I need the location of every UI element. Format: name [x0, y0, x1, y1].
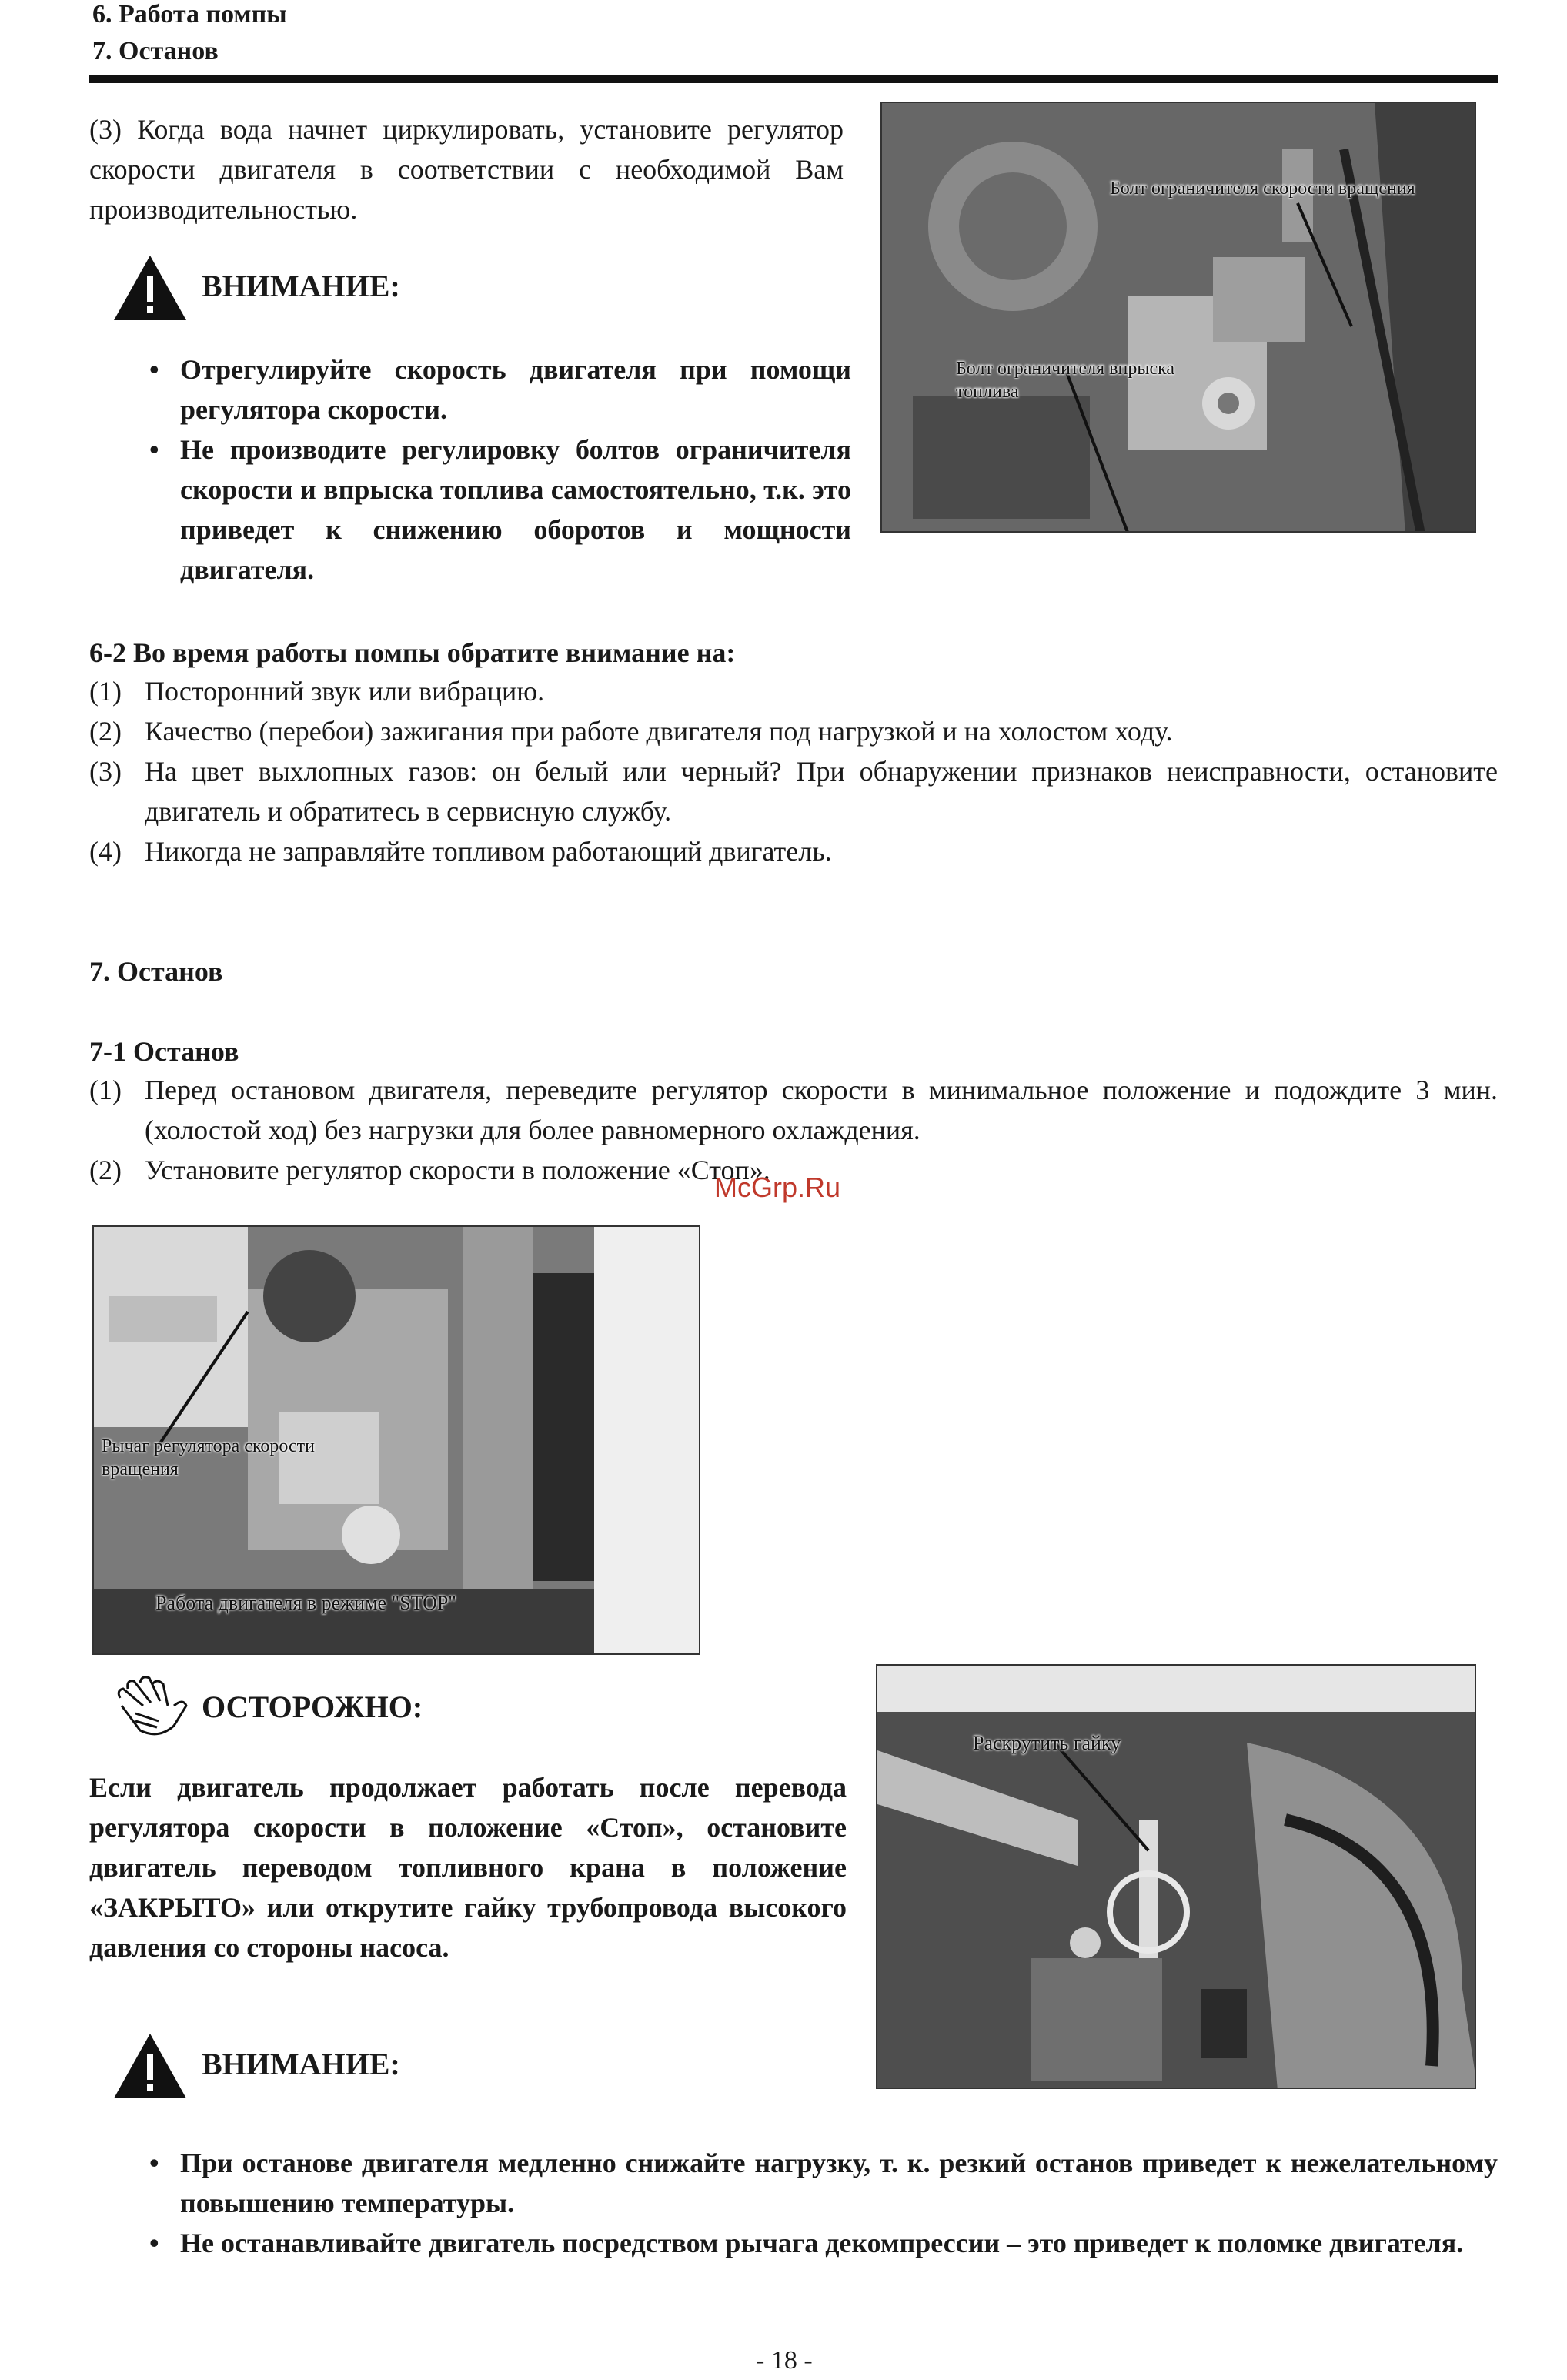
- warning-bullets-bottom: [142, 2143, 1498, 2263]
- warning-title-top: ВНИМАНИЕ:: [202, 269, 400, 303]
- caution-title: ОСТОРОЖНО:: [202, 1690, 423, 1724]
- item-text: Никогда не заправляйте топливом работающий двигатель.: [145, 836, 832, 867]
- caption-speed-bolt: Болт ограничителя скорости вращения: [1110, 179, 1415, 199]
- warning-triangle-icon: [112, 254, 188, 322]
- item-text: На цвет выхлопных газов: он белый или черный? При обнаружении признаков неисправности, остановите двигатель и обратитесь в сервисную службу.: [145, 756, 1498, 827]
- item-number: (1): [89, 676, 122, 707]
- header-line-2: 7. Останов: [92, 37, 219, 65]
- caption-unscrew-nut: Раскрутить гайку: [973, 1732, 1121, 1754]
- list-item: • Не производите регулировку болтов ограничителя скорости и впрыска топлива самостоятельно, т.к. это приведет к снижению оборотов и мощности двигателя.: [142, 430, 851, 590]
- watermark: McGrp.Ru: [714, 1172, 841, 1203]
- list-item: [89, 711, 1498, 751]
- list-item: • При останове двигателя медленно снижайте нагрузку, т. к. резкий останов приведет к нежелательному повышению температуры.: [142, 2143, 1498, 2223]
- item-text: Установите регулятор скорости в положение «Стоп».: [145, 1155, 770, 1185]
- engine-photo-bolts: [880, 102, 1476, 533]
- item-number: (4): [89, 836, 122, 867]
- list-item: [89, 1070, 1498, 1150]
- item-number: (3): [89, 756, 122, 787]
- item-text: Качество (перебои) зажигания при работе двигателя под нагрузкой и на холостом ходу.: [145, 716, 1173, 747]
- caution-text: Если двигатель продолжает работать после перевода регулятора скорости в положение «Стоп», остановите двигатель переводом топливного крана в положение «ЗАКРЫТО» или открутите гайку трубопровода высокого давления со стороны насоса.: [89, 1772, 847, 1963]
- caption-injection-bolt: Болт ограничителя впрыска топлива: [956, 359, 1175, 402]
- item-number: (2): [89, 1155, 122, 1185]
- list-item: • Не останавливайте двигатель посредством рычага декомпрессии – это приведет к поломке двигателя.: [142, 2223, 1498, 2263]
- item-number: (2): [89, 716, 122, 747]
- caption-lever: Рычаг регулятора скорости вращения: [102, 1436, 315, 1479]
- hand-caution-icon: [112, 1675, 189, 1740]
- warning-bullets-top: [142, 349, 851, 590]
- item-text: Перед остановом двигателя, переведите регулятор скорости в минимальное положение и подождите 3 мин. (холостой ход) без нагрузки для более равномерного охлаждения.: [145, 1075, 1498, 1145]
- item-text: Посторонний звук или вибрацию.: [145, 676, 545, 707]
- item-number: (1): [89, 1075, 122, 1105]
- list-item: [89, 751, 1498, 831]
- header-rule: [89, 75, 1498, 83]
- section-7-heading: 7. Останов: [89, 956, 223, 987]
- intro-paragraph: (3) Когда вода начнет циркулировать, установите регулятор скорости двигателя в соответствии с необходимой Вам производительностью.: [89, 114, 844, 225]
- header-line-1: 6. Работа помпы: [92, 0, 287, 28]
- section-6-2-heading: 6-2 Во время работы помпы обратите внимание на:: [89, 637, 736, 668]
- engine-photo-lever: [92, 1225, 700, 1655]
- caption-stop-mode: Работа двигателя в режиме "STOP": [155, 1592, 456, 1614]
- list-item: • Отрегулируйте скорость двигателя при помощи регулятора скорости.: [142, 349, 851, 430]
- section-6-2-list: [89, 671, 1498, 871]
- engine-photo-nut: [876, 1664, 1476, 2089]
- list-item: [89, 671, 1498, 711]
- page-number: - 18 -: [756, 2346, 813, 2375]
- warning-title-bottom: ВНИМАНИЕ:: [202, 2047, 400, 2081]
- section-7-1-heading: 7-1 Останов: [89, 1036, 239, 1067]
- list-item: [89, 831, 1498, 871]
- warning-triangle-icon: [112, 2032, 188, 2100]
